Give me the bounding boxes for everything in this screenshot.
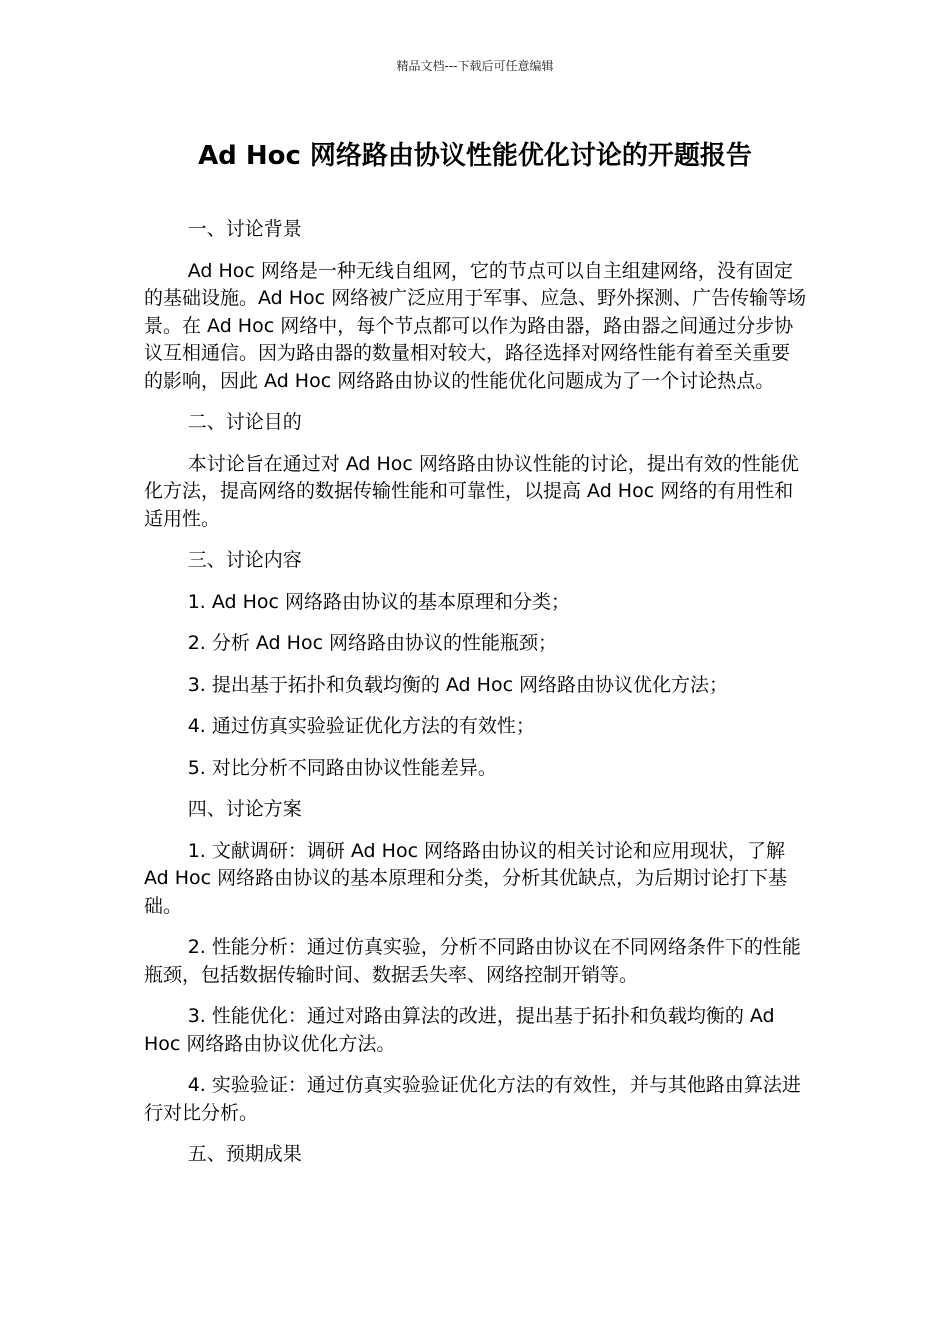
section-heading-contents: 三、讨论内容 [187,549,302,571]
contents-item: 5. 对比分析不同路由协议性能差异。 [187,756,497,779]
plan-item: 2. 性能分析：通过仿真实验，分析不同路由协议在不同网络条件下的性能瓶颈，包括数据传输时间、数据丢失率、网络控制开销等。 [144,936,801,986]
contents-item: 2. 分析 Ad Hoc 网络路由协议的性能瓶颈； [187,632,558,654]
document-title: Ad Hoc 网络路由协议性能优化讨论的开题报告 [198,141,752,171]
purpose-paragraph: 本讨论旨在通过对 Ad Hoc 网络路由协议性能的讨论，提出有效的性能优化方法，提高网络的数据传输性能和可靠性，以提高 Ad Hoc 网络的有用性和适用性。 [144,452,799,530]
header-note: 精品文档---下载后可任意编辑 [396,59,554,73]
section-heading-background: 一、讨论背景 [187,218,302,240]
section-heading-results: 五、预期成果 [187,1143,302,1165]
contents-item: 3. 提出基于拓扑和负载均衡的 Ad Hoc 网络路由协议优化方法； [187,673,729,696]
contents-item: 1. Ad Hoc 网络路由协议的基本原理和分类； [187,590,571,613]
plan-item: 1. 文献调研：调研 Ad Hoc 网络路由协议的相关讨论和应用现状，了解 Ad Hoc 网络路由协议的基本原理和分类，分析其优缺点，为后期讨论打下基础。 [144,839,788,917]
background-paragraph: Ad Hoc 网络是一种无线自组网，它的节点可以自主组建网络，没有固定的基础设施。Ad Hoc 网络被广泛应用于军事、应急、野外探测、广告传输等场景。在 Ad Hoc 网络中，每个节点都可以作为路由器，路由器之间通过分步协议互相通信。因为路由器的数量相对较大，路径选择对网络性能有着至关重要的影响，因此 Ad Hoc 网络路由协议的性能优化问题成为了一个讨论热点。 [144,259,807,392]
document-body [144,216,808,1183]
contents-item: 4. 通过仿真实验验证优化方法的有效性； [187,715,535,737]
section-heading-plan: 四、讨论方案 [187,798,302,820]
plan-item: 4. 实验验证：通过仿真实验验证优化方法的有效性，并与其他路由算法进行对比分析。 [144,1074,801,1124]
section-heading-purpose: 二、讨论目的 [187,411,302,433]
plan-item: 3. 性能优化：通过对路由算法的改进，提出基于拓扑和负载均衡的 Ad Hoc 网络路由协议优化方法。 [144,1005,775,1055]
